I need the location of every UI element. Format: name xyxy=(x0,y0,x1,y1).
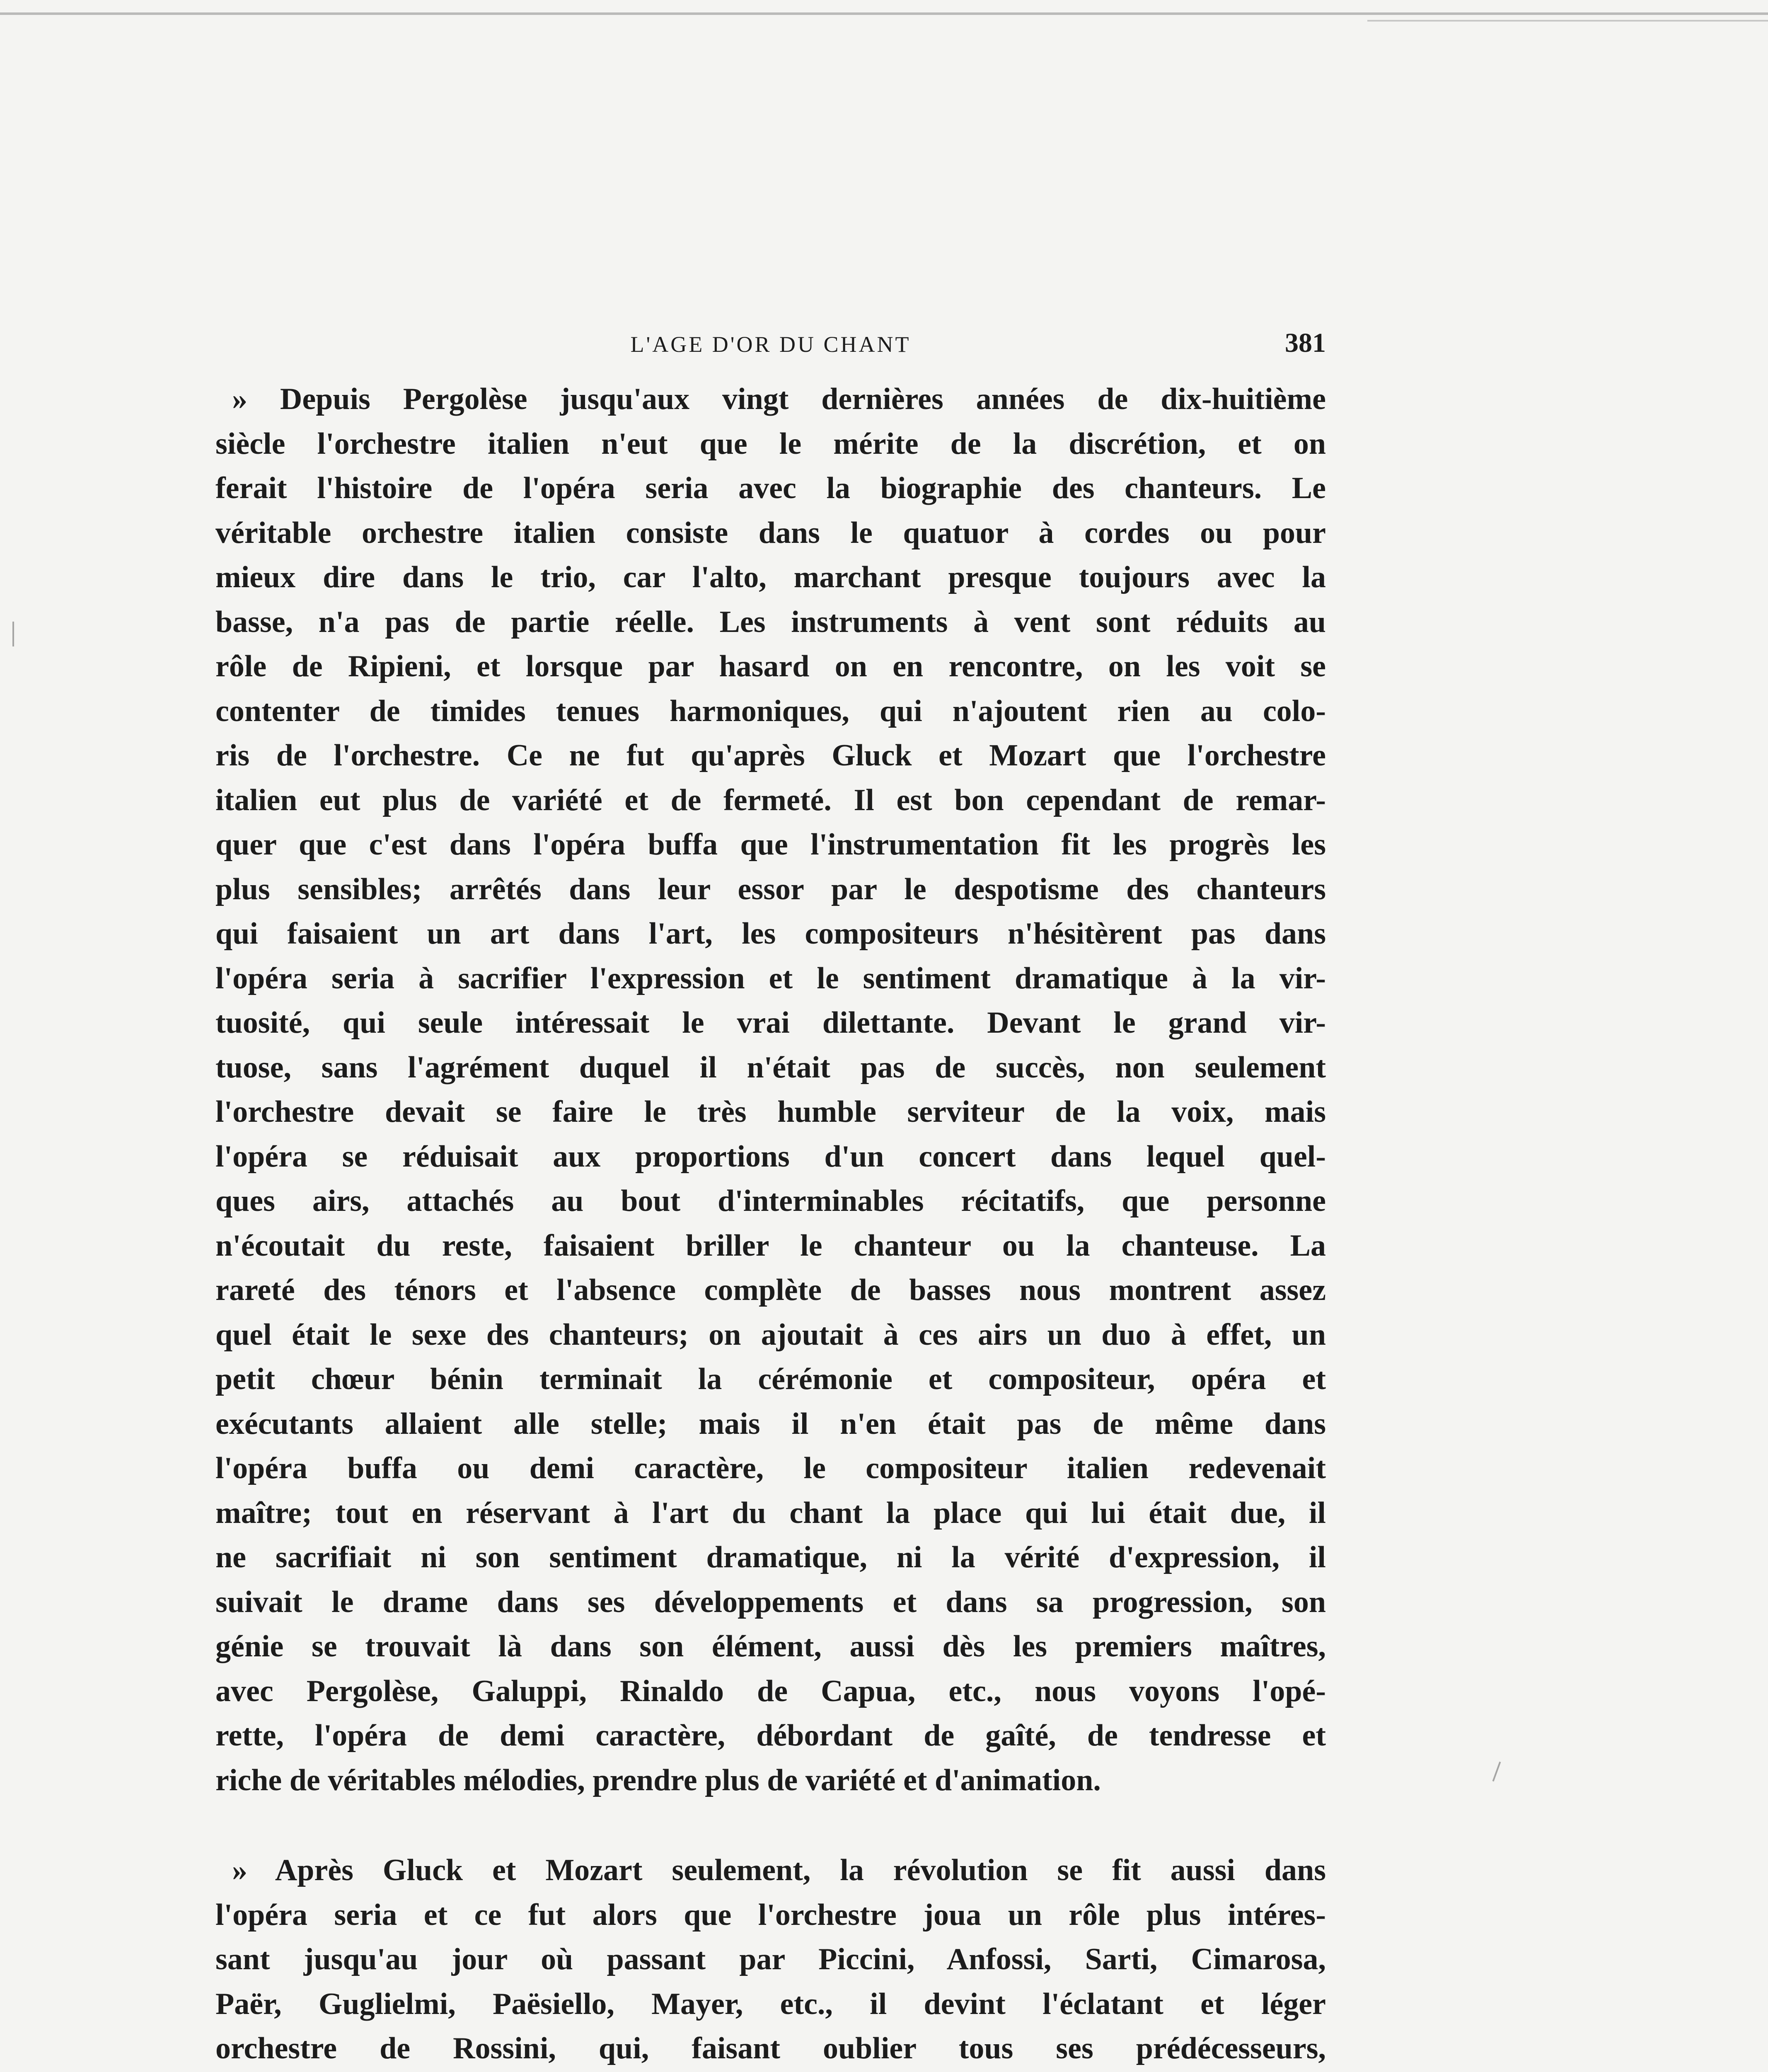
text-line: riche de véritables mélodies, prendre plus de variété et d'animation. xyxy=(215,1763,1101,1797)
paragraph-1 xyxy=(215,377,1326,1803)
margin-mark xyxy=(1492,1762,1501,1782)
text-line: basse, n'a pas de partie réelle. Les instruments à vent sont réduits au xyxy=(215,605,1326,639)
text-line: sant jusqu'au jour où passant par Piccini, Anfossi, Sarti, Cimarosa, xyxy=(215,1942,1326,1976)
text-line: petit chœur bénin terminait la cérémonie et compositeur, opéra et xyxy=(215,1362,1326,1396)
text-line: quer que c'est dans l'opéra buffa que l'instrumentation fit les progrès les xyxy=(215,828,1326,862)
top-edge-rule-secondary xyxy=(1367,20,1768,22)
text-line: italien eut plus de variété et de fermeté. Il est bon cependant de remar- xyxy=(215,783,1326,817)
text-line: exécutants allaient alle stelle; mais il n'en était pas de même dans xyxy=(215,1406,1326,1441)
text-line: quel était le sexe des chanteurs; on ajoutait à ces airs un duo à effet, un xyxy=(215,1317,1326,1352)
text-line: » Après Gluck et Mozart seulement, la révolution se fit aussi dans xyxy=(232,1853,1326,1887)
text-line: ferait l'histoire de l'opéra seria avec la biographie des chanteurs. Le xyxy=(215,471,1326,505)
text-line: rette, l'opéra de demi caractère, débordant de gaîté, de tendresse et xyxy=(215,1719,1326,1752)
text-line: contenter de timides tenues harmoniques, qui n'ajoutent rien au colo- xyxy=(215,694,1326,728)
text-line: n'écoutait du reste, faisaient briller le chanteur ou la chanteuse. La xyxy=(215,1228,1326,1263)
margin-mark xyxy=(12,622,14,646)
top-edge-rule xyxy=(0,12,1768,15)
text-line: maître; tout en réservant à l'art du chant la place qui lui était due, il xyxy=(215,1496,1326,1530)
text-line: avec Pergolèse, Galuppi, Rinaldo de Capua, etc., nous voyons l'opé- xyxy=(215,1674,1326,1708)
text-line: orchestre de Rossini, qui, faisant oublier tous ses prédécesseurs, xyxy=(215,2031,1326,2065)
text-line: rôle de Ripieni, et lorsque par hasard on en rencontre, on les voit se xyxy=(215,649,1326,683)
text-line: qui faisaient un art dans l'art, les compositeurs n'hésitèrent pas dans xyxy=(215,917,1326,951)
text-line: siècle l'orchestre italien n'eut que le mérite de la discrétion, et on xyxy=(215,426,1326,461)
text-line: mieux dire dans le trio, car l'alto, marchant presque toujours avec la xyxy=(215,560,1326,594)
text-line: suivait le drame dans ses développements et dans sa progression, son xyxy=(215,1585,1326,1619)
book-page xyxy=(215,323,1326,2072)
text-line: » Depuis Pergolèse jusqu'aux vingt dernières années de dix-huitième xyxy=(232,382,1326,416)
running-title: L'AGE D'OR DU CHANT xyxy=(630,332,911,357)
text-line: rareté des ténors et l'absence complète de basses nous montrent assez xyxy=(215,1273,1326,1307)
text-line: Paër, Guglielmi, Paësiello, Mayer, etc., il devint l'éclatant et léger xyxy=(215,1987,1326,2021)
text-line: plus sensibles; arrêtés dans leur essor par le despotisme des chanteurs xyxy=(215,872,1326,906)
text-line: ris de l'orchestre. Ce ne fut qu'après Gluck et Mozart que l'orchestre xyxy=(215,738,1326,772)
text-line: l'opéra seria et ce fut alors que l'orchestre joua un rôle plus intéres- xyxy=(215,1898,1326,1932)
text-line: l'opéra seria à sacrifier l'expression et le sentiment dramatique à la vir- xyxy=(215,961,1326,995)
text-line: ne sacrifiait ni son sentiment dramatique, ni la vérité d'expression, il xyxy=(215,1540,1326,1574)
text-line: ques airs, attachés au bout d'interminables récitatifs, que personne xyxy=(215,1184,1326,1218)
page-number: 381 xyxy=(1285,328,1326,358)
text-line: véritable orchestre italien consiste dans le quatuor à cordes ou pour xyxy=(215,516,1326,550)
text-line: l'opéra buffa ou demi caractère, le compositeur italien redevenait xyxy=(215,1451,1326,1485)
text-line: l'orchestre devait se faire le très humble serviteur de la voix, mais xyxy=(215,1095,1326,1129)
text-line: génie se trouvait là dans son élément, aussi dès les premiers maîtres, xyxy=(215,1629,1326,1663)
text-line: tuose, sans l'agrément duquel il n'était pas de succès, non seulement xyxy=(215,1050,1326,1084)
paragraph-2 xyxy=(215,1848,1326,2072)
text-line: tuosité, qui seule intéressait le vrai dilettante. Devant le grand vir- xyxy=(215,1006,1326,1040)
text-line: l'opéra se réduisait aux proportions d'un concert dans lequel quel- xyxy=(215,1139,1326,1174)
page-header xyxy=(215,323,1326,369)
